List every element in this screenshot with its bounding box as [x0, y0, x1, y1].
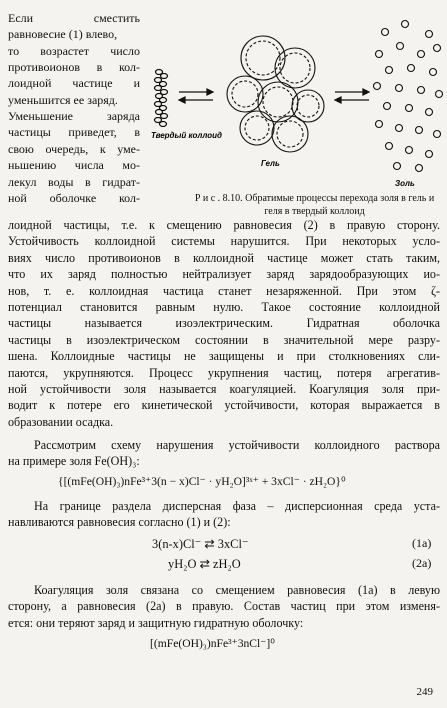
text-line: на примере золя Fe(OH)₃:: [8, 454, 140, 469]
equilibrium-arrows-left: [179, 89, 213, 103]
label-sol: Золь: [395, 179, 415, 188]
sol-gel-illustration: [145, 10, 445, 190]
text-line: лоидной частице и: [8, 76, 140, 91]
gel-network-drawing: [227, 36, 324, 152]
formula-micelle: {[(mFe(OH)₃)nFe³⁺3(n − x)Cl⁻ · yH₂O]³ˣ⁺ + 3xCl⁻ · zH₂O}⁰: [58, 475, 346, 488]
equation-1a-number: (1а): [412, 536, 432, 550]
text-line: навливаются равновесия согласно (1) и (2):: [8, 515, 231, 530]
caption-line: Р и с . 8.10. Обратимые процессы перехода золя в гель и: [194, 193, 435, 204]
text-line: потенциал становится равным нулю. Такое состояние коллоидной: [8, 299, 440, 314]
text-line: частицы в изоэлектрическом состоянии в значительной мере разру-: [8, 332, 440, 347]
paragraph-scheme-intro: [8, 437, 440, 470]
label-gel: Гель: [261, 159, 280, 168]
caption-line: геля в твердый коллоид: [264, 205, 365, 217]
text-line: виях число противоионов в коллоидной частице может стать таким,: [8, 250, 440, 265]
text-line: Коагуляция золя связана со смещением равновесия (1а) в левую: [34, 583, 440, 597]
text-line: свою очередь, к уме-: [8, 141, 140, 156]
paragraph-interface: [8, 498, 440, 531]
text-line: Рассмотрим схему нарушения устойчивости коллоидного раствора: [34, 438, 440, 452]
sol-particles-drawing: [374, 21, 443, 172]
text-line: ной устойчивости золя называется коагуляцией. Коагуляция золя при-: [8, 381, 440, 396]
equation-2a: yH₂O ⇄ zH₂O: [168, 557, 241, 571]
text-line: уменьшится ее заряд.: [8, 92, 118, 107]
equation-1a: 3(n-x)Cl⁻ ⇄ 3xCl⁻: [152, 537, 249, 551]
paragraph-coagulation: [8, 217, 440, 430]
text-line: ной оболочке кол-: [8, 190, 140, 205]
text-line: образовании осадка.: [8, 414, 114, 429]
text-line: что их заряд полностью нейтрализует заряд зарядообразующих ио-: [8, 267, 440, 282]
text-line: Если сместить: [8, 11, 140, 25]
text-line: паются, укрупняются. Процесс укрупнения частиц, потеря агрегатив-: [8, 365, 440, 380]
left-column-text: [8, 10, 140, 206]
equilibrium-arrows-right: [335, 89, 369, 103]
text-line: частицы приведет, в: [8, 125, 140, 140]
text-line: противоионов в кол-: [8, 59, 140, 74]
label-solid-line1: Твердый коллоид: [151, 131, 222, 140]
text-line: сторону, а равновесия (2а) в правую. Состав частиц при этом изменя-: [8, 599, 440, 614]
text-line: Устойчивость коллоидной системы нарушится. При некоторых усло-: [8, 234, 440, 249]
equation-2a-number: (2а): [412, 556, 432, 570]
text-line: Уменьшение заряда: [8, 108, 140, 123]
text-line: лоидной частицы, т.е. к смещению равновесия (2) в правую сторону.: [8, 218, 440, 232]
text-line: равновесие (1) влево,: [8, 27, 118, 42]
text-line: частицы называется изоэлектрическим. Гидратная оболочка: [8, 316, 440, 331]
figure-caption: [187, 193, 442, 218]
text-line: водит к потере его кинетической устойчивости, которая выражается в: [8, 398, 440, 413]
text-line: ньшению числа мо-: [8, 158, 140, 173]
paragraph-charge-loss: [8, 582, 440, 631]
text-line: На границе раздела дисперсная фаза – дисперсионная среда уста-: [34, 499, 440, 513]
text-line: то возрастет число: [8, 43, 140, 58]
text-line: шена. Коллоидные частицы не защищены и при столкновениях сли-: [8, 349, 440, 364]
text-line: ется: они теряют заряд и защитную гидратную оболочку:: [8, 615, 304, 630]
figure-sol-gel: [145, 10, 445, 190]
formula-neutral-particle: [(mFe(OH)₃)nFe³⁺3nCl⁻]⁰: [150, 637, 275, 650]
solid-colloid-drawing: [155, 70, 168, 127]
page-number: 249: [416, 686, 433, 698]
text-line: лекул воды в гидрат-: [8, 174, 140, 189]
text-line: нов, т. е. коллоидная частица станет незаряженной. При этом ζ-: [8, 283, 440, 298]
